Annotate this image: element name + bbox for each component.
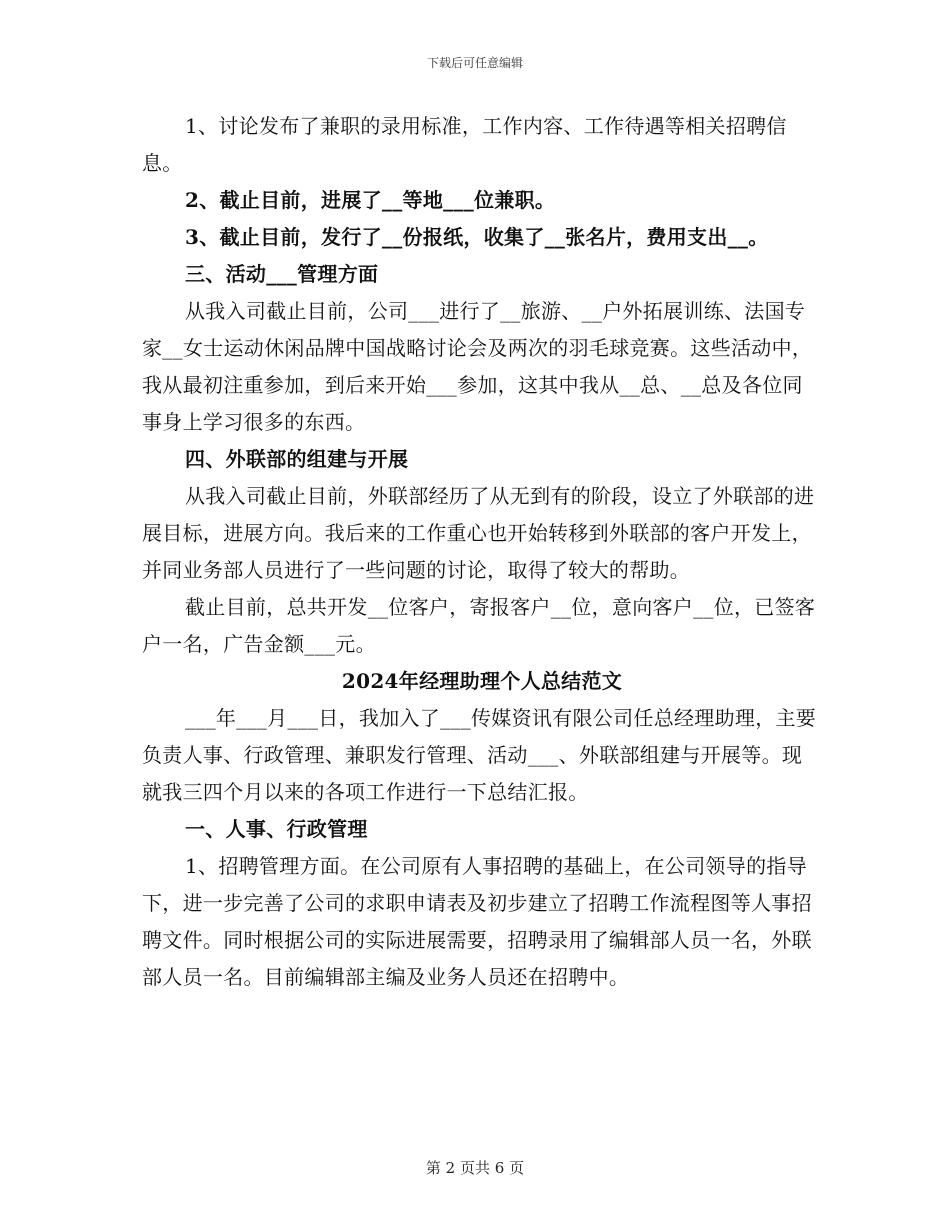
section-heading-3: 三、活动___管理方面 [185,262,379,286]
document-title: 2024年经理助理个人总结范文 [341,669,623,693]
paragraph-activities: 从我入司截止目前，公司___进行了__旅游、__户外拓展训练、法国专家__女士运动休闲品牌中国战略讨论会及两次的羽毛球竞赛。这些活动中，我从最初注重参加，到后来开始___参加，这其中我从__总、__总及各位同事身上学习很多的东西。 [142,299,813,434]
section-heading-4: 四、外联部的组建与开展 [185,447,409,471]
paragraph-liaison: 从我入司截止目前，外联部经历了从无到有的阶段，设立了外联部的进展目标，进展方向。我后来的工作重心也开始转移到外联部的客户开发上，并同业务部人员进行了一些问题的讨论，取得了较大的帮助。 [142,484,815,582]
paragraph-3: 3、截止目前，发行了__份报纸，收集了__张名片，费用支出__。 [185,225,769,249]
page-header: 下载后可任意编辑 [426,56,523,70]
paragraph-2: 2、截止目前，进展了__等地___位兼职。 [185,188,556,212]
paragraph-recruitment: 1、招聘管理方面。在公司原有人事招聘的基础上，在公司领导的指导下，进一步完善了公司的求职申请表及初步建立了招聘工作流程图等人事招聘文件。同时根据公司的实际进展需要，招聘录用了编辑部人员一名，外联部人员一名。目前编辑部主编及业务人员还在招聘中。 [142,854,812,989]
paragraph-intro: ___年___月___日，我加入了___传媒资讯有限公司任总经理助理，主要负责人事、行政管理、兼职发行管理、活动___、外联部组建与开展等。现就我三四个月以来的各项工作进行一下总结汇报。 [142,706,817,804]
document-body [142,108,822,996]
section-heading-1: 一、人事、行政管理 [185,817,368,841]
page-footer: 第 2 页共 6 页 [425,1159,525,1177]
paragraph-1: 1、讨论发布了兼职的录用标准，工作内容、工作待遇等相关招聘信息。 [142,114,787,175]
paragraph-clients: 截止目前，总共开发__位客户，寄报客户__位，意向客户__位，已签客户一名，广告金额___元。 [142,595,816,656]
